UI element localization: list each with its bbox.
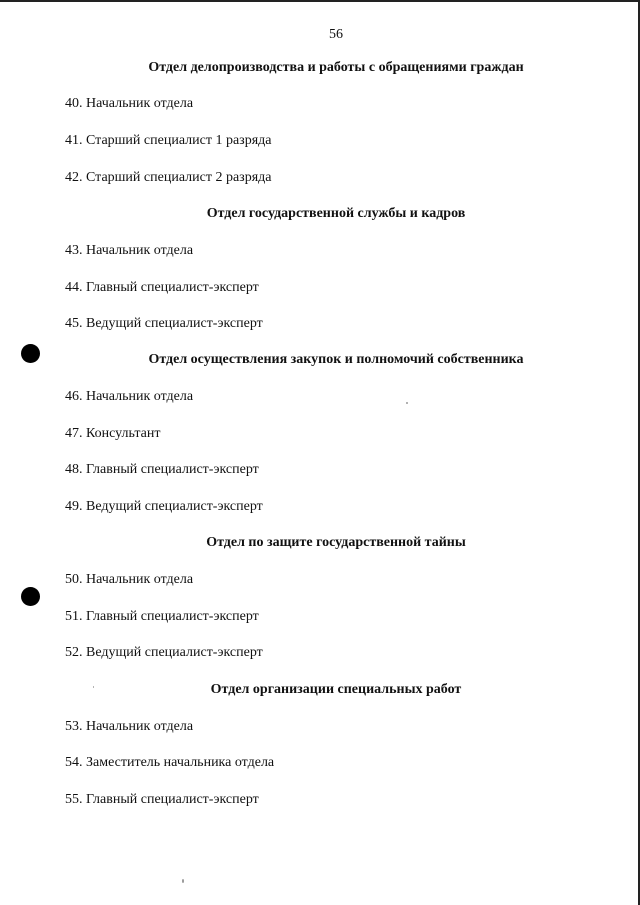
list-item: 48. Главный специалист-эксперт [65, 462, 259, 477]
list-item: 46. Начальник отдела [65, 389, 194, 404]
list-item: 51. Главный специалист-эксперт [65, 609, 259, 624]
list-item: 42. Старший специалист 2 разряда [65, 170, 272, 185]
list-item: 53. Начальник отдела [65, 719, 194, 734]
list-item: 43. Начальник отдела [65, 243, 194, 258]
scan-speck [406, 402, 408, 404]
list-item: 55. Главный специалист-эксперт [65, 792, 259, 807]
scan-speck [182, 879, 184, 883]
list-item: 44. Главный специалист-эксперт [65, 280, 259, 295]
punch-hole-mark [21, 344, 40, 363]
list-item: 47. Консультант [65, 426, 161, 441]
list-item: 41. Старший специалист 1 разряда [65, 133, 272, 148]
list-item: 52. Ведущий специалист-эксперт [65, 645, 263, 660]
list-item: 49. Ведущий специалист-эксперт [65, 499, 263, 514]
scan-speck [93, 686, 94, 688]
scan-border-top [0, 0, 640, 2]
section-title-state-secret: Отдел по защите государственной тайны [206, 535, 466, 550]
list-item: 40. Начальник отдела [65, 96, 194, 111]
list-item: 45. Ведущий специалист-эксперт [65, 316, 263, 331]
section-title-procurement: Отдел осуществления закупок и полномочий собственника [148, 352, 524, 367]
punch-hole-mark [21, 587, 40, 606]
page-number: 56 [329, 27, 343, 42]
section-title-special-works: Отдел организации специальных работ [210, 682, 462, 697]
section-title-records-management: Отдел делопроизводства и работы с обращениями граждан [148, 60, 524, 75]
list-item: 50. Начальник отдела [65, 572, 194, 587]
list-item: 54. Заместитель начальника отдела [65, 755, 275, 770]
section-title-civil-service-hr: Отдел государственной службы и кадров [206, 206, 466, 221]
